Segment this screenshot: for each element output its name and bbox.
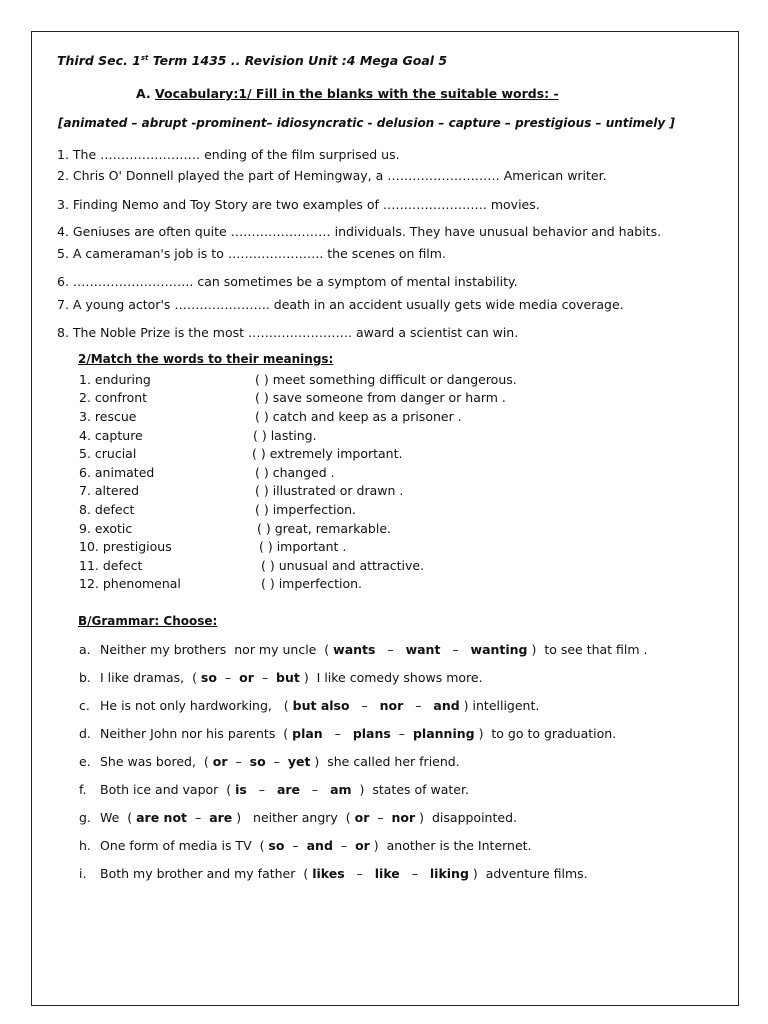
grammar-option: are not — [136, 810, 188, 825]
match-word: 5. crucial — [79, 446, 137, 461]
match-word: 1. enduring — [79, 372, 151, 387]
grammar-text: – — [284, 838, 307, 853]
grammar-text: – — [216, 670, 240, 685]
vocab-question: 4. Geniuses are often quite …………………… individuals. They have unusual behavior and habits. — [57, 224, 662, 239]
vocab-question: 1. The …………………… ending of the film surprised us. — [57, 147, 400, 162]
match-word: 11. defect — [79, 558, 143, 573]
grammar-option: and — [433, 698, 460, 713]
match-meaning: ( ) lasting. — [253, 428, 317, 443]
vocab-question: 8. The Noble Prize is the most ……………………. award a scientist can win. — [57, 325, 519, 340]
grammar-item — [79, 642, 648, 657]
grammar-text: ) to see that film . — [527, 642, 648, 657]
grammar-item — [79, 754, 460, 769]
grammar-text: One form of media is TV ( — [100, 838, 269, 853]
grammar-option: wanting — [470, 642, 528, 657]
grammar-text: He is not only hardworking, ( — [100, 698, 293, 713]
grammar-text: ) intelligent. — [459, 698, 540, 713]
grammar-option: planning — [412, 726, 475, 741]
grammar-option: plan — [292, 726, 323, 741]
vocab-question: 2. Chris O' Donnell played the part of Hemingway, a ……………………… American writer. — [57, 168, 607, 183]
match-meaning: ( ) imperfection. — [255, 502, 356, 517]
grammar-option: yet — [287, 754, 311, 769]
grammar-option: are — [209, 810, 233, 825]
grammar-option: is — [235, 782, 247, 797]
grammar-option: nor — [379, 698, 404, 713]
grammar-text: – — [349, 698, 380, 713]
grammar-item — [79, 838, 532, 853]
document-header — [57, 53, 447, 68]
match-meaning: ( ) save someone from danger or harm . — [255, 390, 506, 405]
match-meaning: ( ) imperfection. — [261, 576, 362, 591]
match-row — [79, 558, 599, 576]
word-bank: [animated – abrupt -prominent– idiosyncratic - delusion – capture – prestigious – untimely ] — [58, 116, 675, 130]
grammar-text: ) to go to graduation. — [474, 726, 617, 741]
match-meaning: ( ) important . — [259, 539, 347, 554]
grammar-option: or — [212, 754, 228, 769]
grammar-option: likes — [312, 866, 345, 881]
grammar-option: so — [268, 838, 285, 853]
grammar-item-letter: i. — [79, 866, 87, 881]
match-word: 4. capture — [79, 428, 143, 443]
vocab-question: 5. A cameraman's job is to ………………….. the scenes on film. — [57, 246, 446, 261]
grammar-option: wants — [333, 642, 376, 657]
grammar-text: ) another is the Internet. — [369, 838, 532, 853]
grammar-item-letter: f. — [79, 782, 87, 797]
grammar-item-letter: h. — [79, 838, 91, 853]
match-word: 9. exotic — [79, 521, 133, 536]
grammar-text: – — [246, 782, 277, 797]
match-row — [79, 372, 599, 390]
match-word: 3. rescue — [79, 409, 137, 424]
grammar-option: liking — [429, 866, 469, 881]
grammar-option: so — [200, 670, 217, 685]
grammar-text: – — [369, 810, 392, 825]
grammar-text: – — [440, 642, 471, 657]
match-row — [79, 539, 599, 557]
grammar-item — [79, 698, 539, 713]
grammar-text: ) disappointed. — [415, 810, 517, 825]
grammar-option: want — [405, 642, 441, 657]
grammar-text: ) neither angry ( — [232, 810, 355, 825]
grammar-item — [79, 670, 483, 685]
match-row — [79, 428, 599, 446]
header-title-pre: Third Sec. 1 — [57, 53, 141, 68]
grammar-text: – — [300, 782, 331, 797]
grammar-item — [79, 866, 588, 881]
header-title-sup: st — [140, 53, 149, 62]
matching-heading: 2/Match the words to their meanings: — [78, 352, 334, 366]
grammar-option: are — [276, 782, 301, 797]
match-word: 12. phenomenal — [79, 576, 181, 591]
match-row — [79, 465, 599, 483]
match-word: 10. prestigious — [79, 539, 172, 554]
grammar-item-letter: b. — [79, 670, 91, 685]
grammar-heading: B/Grammar: Choose: — [78, 614, 218, 628]
grammar-text: Neither my brothers nor my uncle ( — [100, 642, 334, 657]
grammar-option: or — [355, 838, 370, 853]
grammar-text: – — [227, 754, 250, 769]
grammar-option: am — [330, 782, 352, 797]
grammar-text: – — [332, 838, 356, 853]
grammar-option: but — [276, 670, 300, 685]
grammar-text: – — [344, 866, 375, 881]
match-row — [79, 446, 599, 464]
header-title-post: Term 1435 .. Revision Unit :4 Mega Goal 5 — [148, 53, 448, 68]
grammar-option: and — [306, 838, 333, 853]
match-row — [79, 483, 599, 501]
grammar-text: Both my brother and my father ( — [100, 866, 313, 881]
grammar-text: Both ice and vapor ( — [100, 782, 236, 797]
grammar-item-letter: d. — [79, 726, 91, 741]
section-a-prefix: A. — [136, 86, 156, 101]
vocab-question: 7. A young actor's ………………….. death in an accident usually gets wide media coverage. — [57, 297, 624, 312]
grammar-item-letter: c. — [79, 698, 90, 713]
grammar-text: – — [322, 726, 353, 741]
grammar-text: – — [265, 754, 288, 769]
grammar-text: We ( — [100, 810, 137, 825]
match-word: 7. altered — [79, 483, 140, 498]
match-meaning: ( ) changed . — [255, 465, 335, 480]
grammar-item-letter: g. — [79, 810, 91, 825]
grammar-option: plans — [352, 726, 391, 741]
grammar-item — [79, 726, 616, 741]
grammar-item — [79, 782, 469, 797]
match-meaning: ( ) catch and keep as a prisoner . — [255, 409, 462, 424]
grammar-option: nor — [391, 810, 416, 825]
match-meaning: ( ) meet something difficult or dangerous. — [255, 372, 517, 387]
match-word: 2. confront — [79, 390, 148, 405]
grammar-text: ) she called her friend. — [310, 754, 460, 769]
grammar-text: – — [253, 670, 277, 685]
match-meaning: ( ) illustrated or drawn . — [255, 483, 404, 498]
grammar-text: I like dramas, ( — [100, 670, 201, 685]
grammar-text: – — [403, 698, 434, 713]
grammar-text: ) I like comedy shows more. — [299, 670, 483, 685]
match-word: 6. animated — [79, 465, 155, 480]
match-row — [79, 576, 599, 594]
grammar-text: She was bored, ( — [100, 754, 213, 769]
match-row — [79, 521, 599, 539]
vocab-question: 3. Finding Nemo and Toy Story are two examples of ……………………. movies. — [57, 197, 540, 212]
grammar-option: or — [239, 670, 254, 685]
grammar-text: – — [399, 866, 430, 881]
grammar-option: so — [249, 754, 266, 769]
grammar-option: like — [374, 866, 400, 881]
grammar-text: – — [390, 726, 413, 741]
section-a-title: Vocabulary:1/ Fill in the blanks with the suitable words: - — [155, 86, 559, 101]
match-meaning: ( ) great, remarkable. — [257, 521, 391, 536]
match-meaning: ( ) unusual and attractive. — [261, 558, 425, 573]
vocab-question: 6. ……………………….. can sometimes be a symptom of mental instability. — [57, 274, 518, 289]
match-word: 8. defect — [79, 502, 135, 517]
grammar-text: – — [187, 810, 210, 825]
grammar-text: – — [375, 642, 406, 657]
grammar-item-letter: a. — [79, 642, 91, 657]
match-meaning: ( ) extremely important. — [252, 446, 403, 461]
match-row — [79, 409, 599, 427]
grammar-item-letter: e. — [79, 754, 91, 769]
grammar-option: or — [354, 810, 370, 825]
grammar-option: but also — [292, 698, 350, 713]
section-a-heading — [136, 86, 559, 101]
match-row — [79, 390, 599, 408]
grammar-text: ) states of water. — [351, 782, 469, 797]
match-row — [79, 502, 599, 520]
grammar-text: Neither John nor his parents ( — [100, 726, 293, 741]
grammar-text: ) adventure films. — [468, 866, 588, 881]
grammar-item — [79, 810, 517, 825]
